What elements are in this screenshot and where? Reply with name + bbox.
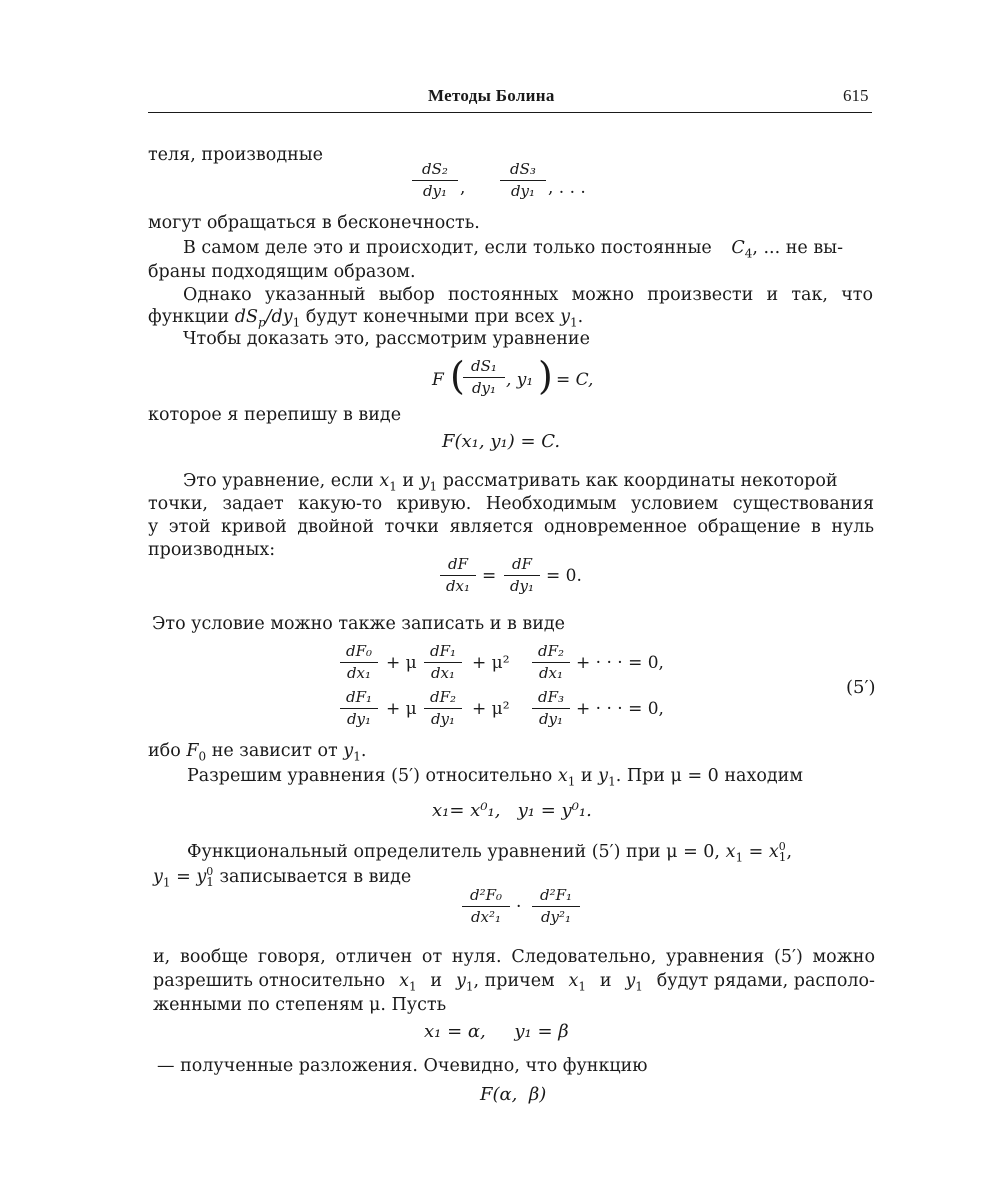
fraction xyxy=(424,642,462,682)
formula-F: F xyxy=(432,370,444,390)
fraction xyxy=(440,555,476,595)
formula-text: + · · · = 0, xyxy=(576,699,664,719)
text-line: Это уравнение, если $x_1$ и $y_1$ рассматривать как координаты некоторой xyxy=(183,471,838,494)
fraction xyxy=(532,642,570,682)
formula-dot: · xyxy=(516,897,522,917)
text-line: Функциональный определитель уравнений (5′) при μ = 0, $x_1 = x^0_1$, xyxy=(187,840,793,865)
formula-operator: + μ² xyxy=(472,653,510,673)
formula-ellipsis: , . . . xyxy=(548,178,586,198)
formula-text: , y₁ xyxy=(506,370,534,390)
fraction-bar xyxy=(504,575,540,576)
fraction-bar xyxy=(532,662,570,663)
formula-line: F(α, β) xyxy=(480,1084,547,1105)
fraction-bar xyxy=(424,708,462,709)
formula-equals: = xyxy=(482,566,497,586)
formula-text: = 0. xyxy=(546,566,582,586)
formula-paren-right: ) xyxy=(538,354,553,398)
fraction-numerator: dF₂ xyxy=(537,642,565,660)
fraction-denominator: dy₁ xyxy=(509,577,535,595)
fraction-bar xyxy=(424,662,462,663)
text-line: теля, производные xyxy=(148,145,324,165)
fraction-denominator: dx²₁ xyxy=(470,908,502,926)
fraction xyxy=(340,688,378,728)
formula-text: = C, xyxy=(556,370,594,390)
formula-line: F(x₁, y₁) = C. xyxy=(442,431,561,452)
text-line: Чтобы доказать это, рассмотрим уравнение xyxy=(183,329,590,349)
formula-operator: + μ xyxy=(386,699,417,719)
fraction xyxy=(463,357,505,397)
fraction-denominator: dx₁ xyxy=(430,664,456,682)
fraction-bar xyxy=(532,708,570,709)
fraction xyxy=(504,555,540,595)
fraction-denominator: dx₁ xyxy=(538,664,564,682)
running-header-title: Методы Болина xyxy=(428,86,555,105)
fraction-denominator: dx₁ xyxy=(346,664,372,682)
text-line: ибо $F_0$ не зависит от $y_1$. xyxy=(148,741,367,764)
text-line: Это условие можно также записать и в виде xyxy=(152,614,566,634)
fraction-bar xyxy=(440,575,476,576)
equation-label: (5′) xyxy=(846,677,876,698)
fraction xyxy=(462,886,510,926)
fraction-numerator: dF₁ xyxy=(345,688,373,706)
text-line: Разрешим уравнения (5′) относительно $x_1$ и $y_1$. При μ = 0 находим xyxy=(187,766,803,789)
text-line: браны подходящим образом. xyxy=(148,262,416,282)
fraction xyxy=(532,688,570,728)
fraction-numerator: dS₁ xyxy=(471,357,497,375)
text-line: у этой кривой двойной точки является одновременное обращение в нуль xyxy=(148,517,874,537)
fraction-numerator: dS₃ xyxy=(510,160,536,178)
text-line: и, вообще говоря, отличен от нуля. Следовательно, уравнения (5′) можно xyxy=(153,947,875,967)
fraction-bar xyxy=(500,180,546,181)
text-line: точки, задает какую-то кривую. Необходимым условием существования xyxy=(148,494,874,514)
text-line: $y_1 = y^0_1$ записывается в виде xyxy=(153,865,412,890)
fraction-denominator: dy₁ xyxy=(471,379,497,397)
fraction-numerator: dF₃ xyxy=(537,688,565,706)
header-rule xyxy=(148,112,872,113)
text-line: могут обращаться в бесконечность. xyxy=(148,213,480,233)
formula-line: x₁ = α, y₁ = β xyxy=(424,1021,569,1042)
fraction-bar xyxy=(462,906,510,907)
fraction-numerator: d²F₁ xyxy=(539,886,573,904)
text-line: производных: xyxy=(148,540,276,560)
formula-operator: + μ xyxy=(386,653,417,673)
fraction-numerator: dF xyxy=(511,555,532,573)
text-line: — полученные разложения. Очевидно, что функцию xyxy=(157,1056,648,1076)
fraction xyxy=(500,160,546,200)
fraction xyxy=(532,886,580,926)
fraction-numerator: d²F₀ xyxy=(469,886,503,904)
fraction-numerator: dF₁ xyxy=(429,642,457,660)
fraction-denominator: dy₁ xyxy=(430,710,456,728)
fraction-numerator: dS₂ xyxy=(422,160,448,178)
text-line: Однако указанный выбор постоянных можно произвести и так, что xyxy=(183,285,873,305)
page-number: 615 xyxy=(843,86,869,105)
text-line: женными по степеням μ. Пусть xyxy=(153,995,447,1015)
text-line: В самом деле это и происходит, если только постоянные $C_4$, ... не вы- xyxy=(183,238,844,261)
fraction-denominator: dy²₁ xyxy=(540,908,572,926)
formula-operator: + μ² xyxy=(472,699,510,719)
fraction xyxy=(424,688,462,728)
fraction-numerator: dF₀ xyxy=(345,642,373,660)
fraction-bar xyxy=(532,906,580,907)
fraction xyxy=(340,642,378,682)
text-line: которое я перепишу в виде xyxy=(148,405,402,425)
fraction-denominator: dy₁ xyxy=(422,182,448,200)
text-line: функции $dS_p/dy_1$ будут конечными при всех $y_1$. xyxy=(148,307,584,330)
fraction-denominator: dy₁ xyxy=(510,182,536,200)
fraction-bar xyxy=(412,180,458,181)
fraction-bar xyxy=(463,377,505,378)
fraction-denominator: dy₁ xyxy=(538,710,564,728)
fraction-bar xyxy=(340,662,378,663)
formula-text: + · · · = 0, xyxy=(576,653,664,673)
fraction-denominator: dy₁ xyxy=(346,710,372,728)
fraction-denominator: dx₁ xyxy=(445,577,471,595)
formula-comma: , xyxy=(460,178,466,198)
formula-paren-left: ( xyxy=(450,354,465,398)
formula-line: x₁= x⁰₁, y₁ = y⁰₁. xyxy=(432,800,592,821)
fraction-numerator: dF xyxy=(447,555,468,573)
fraction-numerator: dF₂ xyxy=(429,688,457,706)
fraction xyxy=(412,160,458,200)
text-line: разрешить относительно $x_1$ и $y_1$, причем $x_1$ и $y_1$ будут рядами, располо- xyxy=(153,971,875,994)
fraction-bar xyxy=(340,708,378,709)
